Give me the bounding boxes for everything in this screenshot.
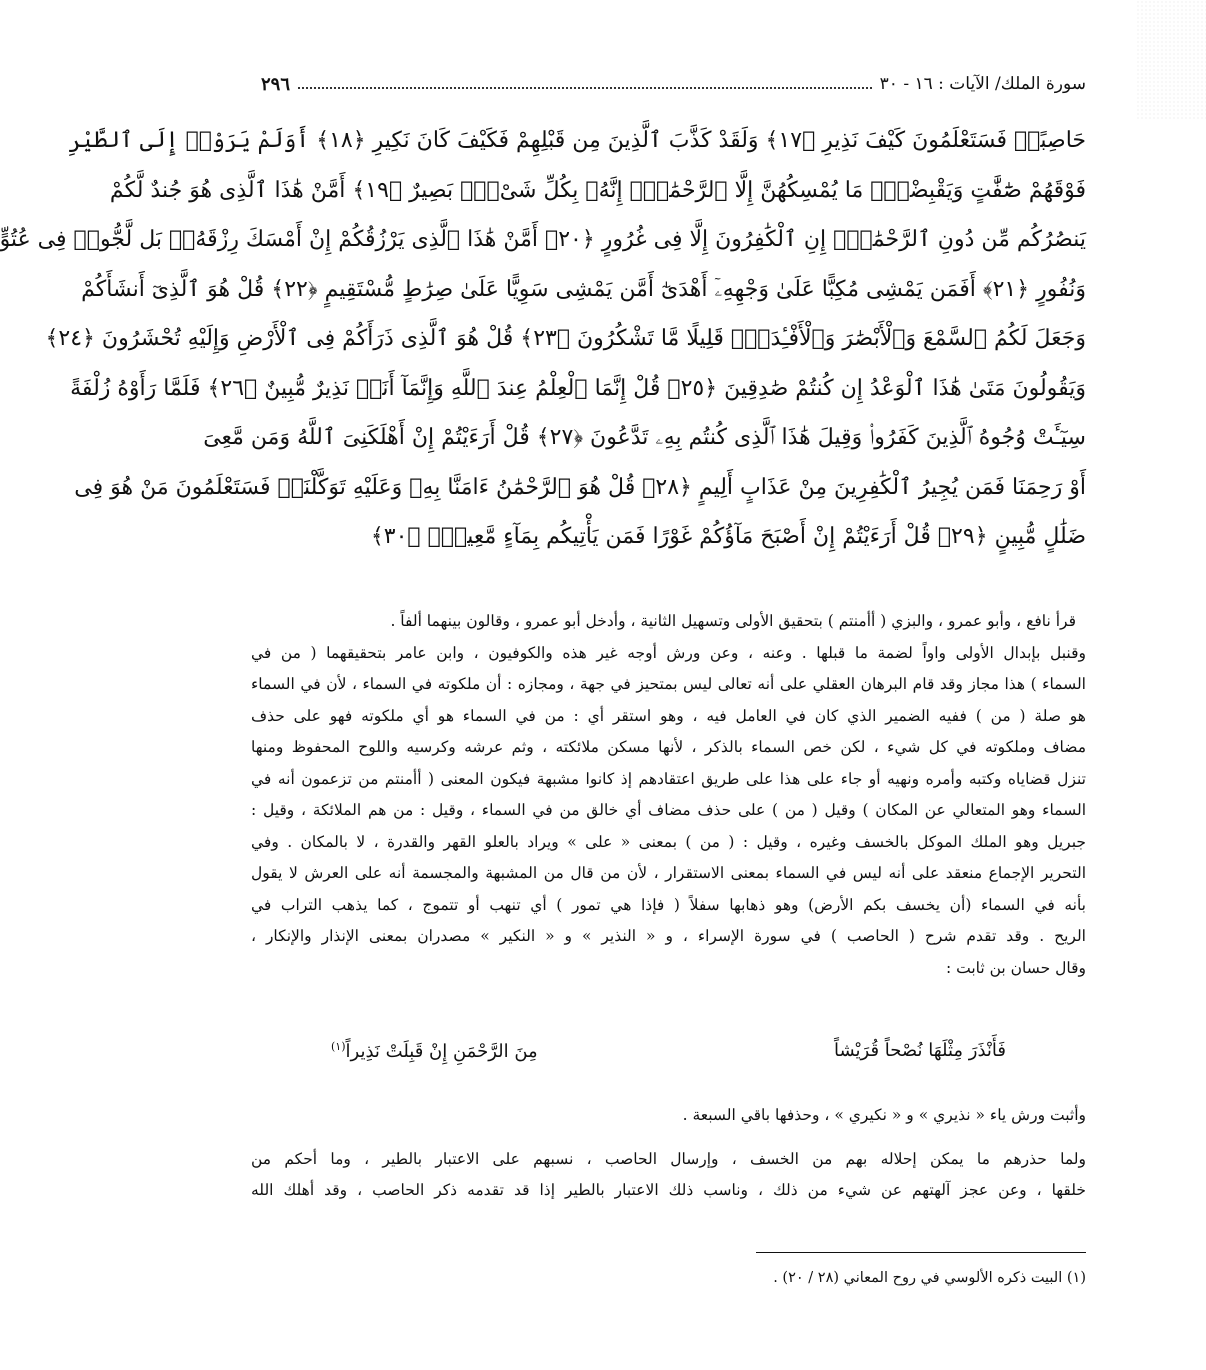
commentary-line: السماء وهو المتعالي عن المكان ) وقيل ( من ) على حذف مضاف أي خالق من في السماء ، وقيل : من هم الملائكة ، وقيل :	[251, 801, 1086, 819]
commentary-line: تنزل قضاياه وكتبه وأمره ونهيه أو جاء على هذا على طريق اعتقادهم إذ كانوا مشبهة فيكون المعنى ( أأمنتم من تزعمون أنه في	[251, 769, 1086, 788]
quran-line: ضَلَٰلٍ مُّبِينٍ ﴿٢٩﴾ قُلْ أَرَءَيْتُمْ إِنْ أَصْبَحَ مَآؤُكُمْ غَوْرًا فَمَن يَأْتِيكُم بِمَآءٍ مَّعِينٍۭ ﴿٣٠﴾	[370, 524, 1086, 549]
poetry-verse	[331, 1040, 1006, 1074]
poem-hemistich-right: فَأَنْذَرَ مِثْلَهَا نُصْحاً قُرَيْشاً	[833, 1040, 1006, 1061]
footnote: (١) البيت ذكره الألوسي في روح المعاني (٢٨ / ٢٠) .	[773, 1270, 1086, 1286]
header-title: سورة الملك/ الآيات : ١٦ - ٣٠	[879, 74, 1086, 94]
poem-hemistich-left: مِنَ الرَّحْمَنِ إِنْ قَبِلَتْ نَذِيراً$^{(١)}$	[331, 1040, 538, 1062]
quran-line: أَوْ رَحِمَنَا فَمَن يُجِيرُ ٱلْكَٰفِرِينَ مِنْ عَذَابٍ أَلِيمٍ ﴿٢٨﴾ قُلْ هُوَ ٱلرَّحْمَٰنُ ءَامَنَّا بِهِۦ وَعَلَيْهِ تَوَكَّلْنَاۖ فَسَتَعْلَمُونَ مَنْ هُوَ فِى	[74, 474, 1086, 500]
commentary-line: وقال حسان بن ثابت :	[945, 958, 1086, 977]
commentary-line: وقنبل بإبدال الأولى واواً لضمة ما قبلها . وعنه ، وعن ورش أوجه غير هذه والكوفيون ، وابن عامر بتحقيقهما ( من في	[251, 643, 1086, 662]
closing-paragraphs	[251, 1100, 1086, 1207]
paragraph-line: ولما حذرهم ما يمكن إحلاله بهم من الخسف ، وإرسال الحاصب ، نسبهم على الاعتبار بالطير ، وما أحكم من	[251, 1149, 1086, 1168]
commentary-line: بأنه في السماء (أن يخسف بكم الأرض) وهو ذهابها سفلاً ( فإذا هي تمور ) أي تنهب أو تتموج ، كما يذهب التراب في	[251, 895, 1086, 914]
quran-line: حَاصِبًاۖ فَسَتَعْلَمُونَ كَيْفَ نَذِيرِ ﴿١٧﴾ وَلَقَدْ كَذَّبَ ٱلَّذِينَ مِن قَبْلِهِمْ فَكَيْفَ كَانَ نَكِيرِ ﴿١٨﴾ أَوَلَمْ يَرَوْا۟ إِلَى ٱلطَّيْرِ	[68, 128, 1086, 153]
commentary-line: التحرير الإجماع منعقد على أنه ليس في السماء بمعنى الاستقرار ، لأن من قال من المشبهة والمجسمة أنه على العرش لا يقول	[251, 864, 1086, 882]
footnote-rule	[756, 1252, 1086, 1253]
quran-line: فَوْقَهُمْ صَٰٓفَّٰتٍ وَيَقْبِضْنَۚ مَا يُمْسِكُهُنَّ إِلَّا ٱلرَّحْمَٰنُۚ إِنَّهُۥ بِكُلِّ شَىْءٍۭ بَصِيرٌ ﴿١٩﴾ أَمَّنْ هَٰذَا ٱلَّذِى هُوَ جُندٌ لَّكُمْ	[109, 177, 1086, 203]
quran-line: وَجَعَلَ لَكُمُ ٱلسَّمْعَ وَٱلْأَبْصَٰرَ وَٱلْأَفْـِٔدَةَۖ قَلِيلًا مَّا تَشْكُرُونَ ﴿٢٣﴾ قُلْ هُوَ ٱلَّذِى ذَرَأَكُمْ فِى ٱلْأَرْضِ وَإِلَيْهِ تُحْشَرُونَ ﴿٢٤﴾	[45, 326, 1086, 351]
running-header	[251, 70, 1086, 98]
quran-line: وَيَقُولُونَ مَتَىٰ هَٰذَا ٱلْوَعْدُ إِن كُنتُمْ صَٰدِقِينَ ﴿٢٥﴾ قُلْ إِنَّمَا ٱلْعِلْمُ عِندَ ٱللَّهِ وَإِنَّمَآ أَنَا۠ نَذِيرٌ مُّبِينٌ ﴿٢٦﴾ فَلَمَّا رَأَوْهُ زُلْفَةً	[70, 375, 1086, 401]
commentary-line: جبريل وهو الملك الموكل بالخسف وغيره ، وقيل : ( من ) بمعنى « على » ويراد بالعلو القهر والقدرة ، لا بالمكان . وفي	[251, 832, 1086, 851]
quran-text-block	[0, 116, 1086, 562]
quran-line: وَنُفُورٍ ﴿٢١﴾ أَفَمَن يَمْشِى مُكِبًّا عَلَىٰ وَجْهِهِۦٓ أَهْدَىٰٓ أَمَّن يَمْشِى سَوِيًّا عَلَىٰ صِرَٰطٍ مُّسْتَقِيمٍ ﴿٢٢﴾ قُلْ هُوَ ٱلَّذِىٓ أَنشَأَكُمْ	[81, 276, 1086, 302]
commentary-line: قرأ نافع ، وأبو عمرو ، والبزي ( أأمنتم ) بتحقيق الأولى وتسهيل الثانية ، وأدخل أبو عمرو ، وقالون بينهما ألفاً .	[390, 612, 1076, 630]
quran-line: سِيٓـَٔتْ وُجُوهُ ٱلَّذِينَ كَفَرُوا۟ وَقِيلَ هَٰذَا ٱلَّذِى كُنتُم بِهِۦ تَدَّعُونَ ﴿٢٧﴾ قُلْ أَرَءَيْتُمْ إِنْ أَهْلَكَنِىَ ٱللَّهُ وَمَن مَّعِىَ	[203, 425, 1086, 450]
scan-noise	[1136, 0, 1206, 120]
paragraph-line: وأثبت ورش ياء « نذيري » و « نكيري » ، وحذفها باقي السبعة .	[682, 1106, 1086, 1124]
book-page	[0, 60, 1086, 1350]
footnote-marker: (١)	[331, 1040, 346, 1053]
commentary-block	[251, 606, 1086, 984]
quran-line: يَنصُرُكُم مِّن دُونِ ٱلرَّحْمَٰنِۚ إِنِ ٱلْكَٰفِرُونَ إِلَّا فِى غُرُورٍ ﴿٢٠﴾ أَمَّنْ هَٰذَا ٱلَّذِى يَرْزُقُكُمْ إِنْ أَمْسَكَ رِزْقَهُۥۚ بَل لَّجُّوا۟ فِى عُتُوٍّ	[0, 227, 1086, 252]
commentary-line: السماء ) هذا مجاز وقد قام البرهان العقلي على أنه تعالى ليس بمتحيز في جهة ، ومجازه : أن ملكوته في السماء ، لأن في السماء	[251, 675, 1086, 693]
page-number: ٢٩٦	[261, 73, 291, 95]
header-dotted-rule	[298, 87, 872, 89]
commentary-line: مضاف وملكوته في كل شيء ، لكن خص السماء بالذكر ، لأنها مسكن ملائكته ، وثم عرشه وكرسيه واللوح المحفوظ ومنها	[251, 738, 1086, 756]
commentary-line: هو صلة ( من ) ففيه الضمير الذي كان في العامل فيه ، وهو استقر أي : من في السماء هو أي ملكوته فهو على حذف	[251, 706, 1086, 725]
commentary-line: الريح . وقد تقدم شرح ( الحاصب ) في سورة الإسراء ، و « النذير » و « النكير » مصدران بمعنى الإنذار والإنكار ،	[251, 927, 1086, 945]
paragraph-line: خلقها ، وعن عجز آلهتهم عن شيء من ذلك ، وناسب ذلك الاعتبار بالطير إذا قد تقدمه ذكر الحاصب ، وقد أهلك الله	[251, 1181, 1086, 1199]
